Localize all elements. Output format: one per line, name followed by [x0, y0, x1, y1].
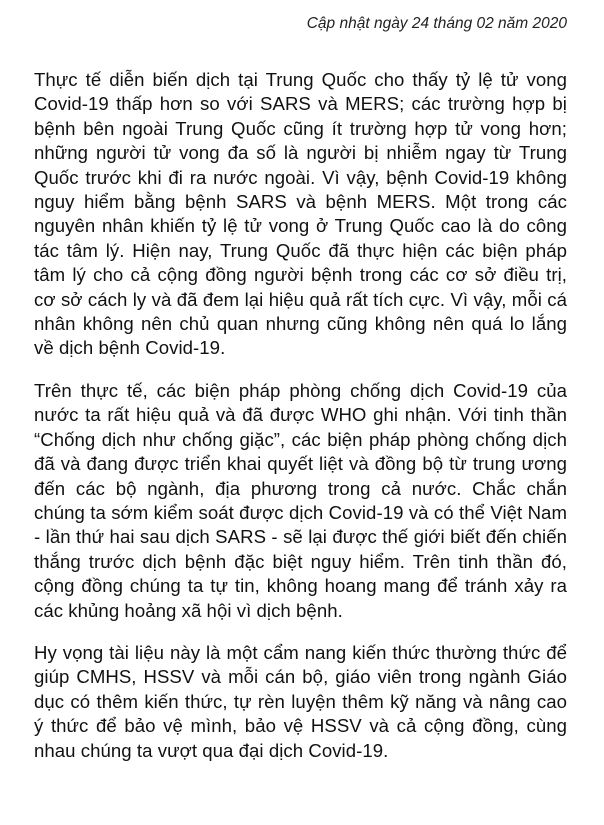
body-paragraph-2: Trên thực tế, các biện pháp phòng chống dịch Covid-19 của nước ta rất hiệu quả và đã được WHO ghi nhận. Với tinh thần “Chống dịch như chống giặc”, các biện pháp phòng chống dịch đã và đang được triển khai quyết liệt và đồng bộ từ trung ương đến các bộ ngành, địa phương trong cả nước. Chắc chắn chúng ta sớm kiểm soát được dịch Covid-19 và có thể Việt Nam - lần thứ hai sau dịch SARS - sẽ lại được thế giới biết đến chiến thắng trước dịch bệnh đặc biệt nguy hiểm. Trên tinh thần đó, cộng đồng chúng ta tự tin, không hoang mang để tránh xảy ra các khủng hoảng xã hội vì dịch bệnh.: [34, 379, 567, 621]
body-paragraph-3: Hy vọng tài liệu này là một cẩm nang kiến thức thường thức để giúp CMHS, HSSV và mỗi cán bộ, giáo viên trong ngành Giáo dục có thêm kiến thức, tự rèn luyện thêm kỹ năng và nâng cao ý thức để bảo vệ mình, bảo vệ HSSV và cả cộng đồng, cùng nhau chúng ta vượt qua đại dịch Covid-19.: [34, 641, 567, 761]
body-paragraph-1: Thực tế diễn biến dịch tại Trung Quốc cho thấy tỷ lệ tử vong Covid-19 thấp hơn so với SARS và MERS; các trường hợp bị bệnh bên ngoài Trung Quốc cũng ít trường hợp tử vong hơn; những người tử vong đa số là người bị nhiễm ngay từ Trung Quốc trước khi đi ra nước ngoài. Vì vậy, bệnh Covid-19 không nguy hiểm bằng bệnh SARS và bệnh MERS. Một trong các nguyên nhân khiến tỷ lệ tử vong ở Trung Quốc cao là do công tác tâm lý. Hiện nay, Trung Quốc đã thực hiện các biện pháp tâm lý cho cả cộng đồng người bệnh trong các cơ sở điều trị, cơ sở cách ly và đã đem lại hiệu quả rất tích cực. Vì vậy, mỗi cá nhân không nên chủ quan nhưng cũng không nên quá lo lắng về dịch bệnh Covid-19.: [34, 69, 567, 359]
update-date: Cập nhật ngày 24 tháng 02 năm 2020: [306, 15, 567, 32]
